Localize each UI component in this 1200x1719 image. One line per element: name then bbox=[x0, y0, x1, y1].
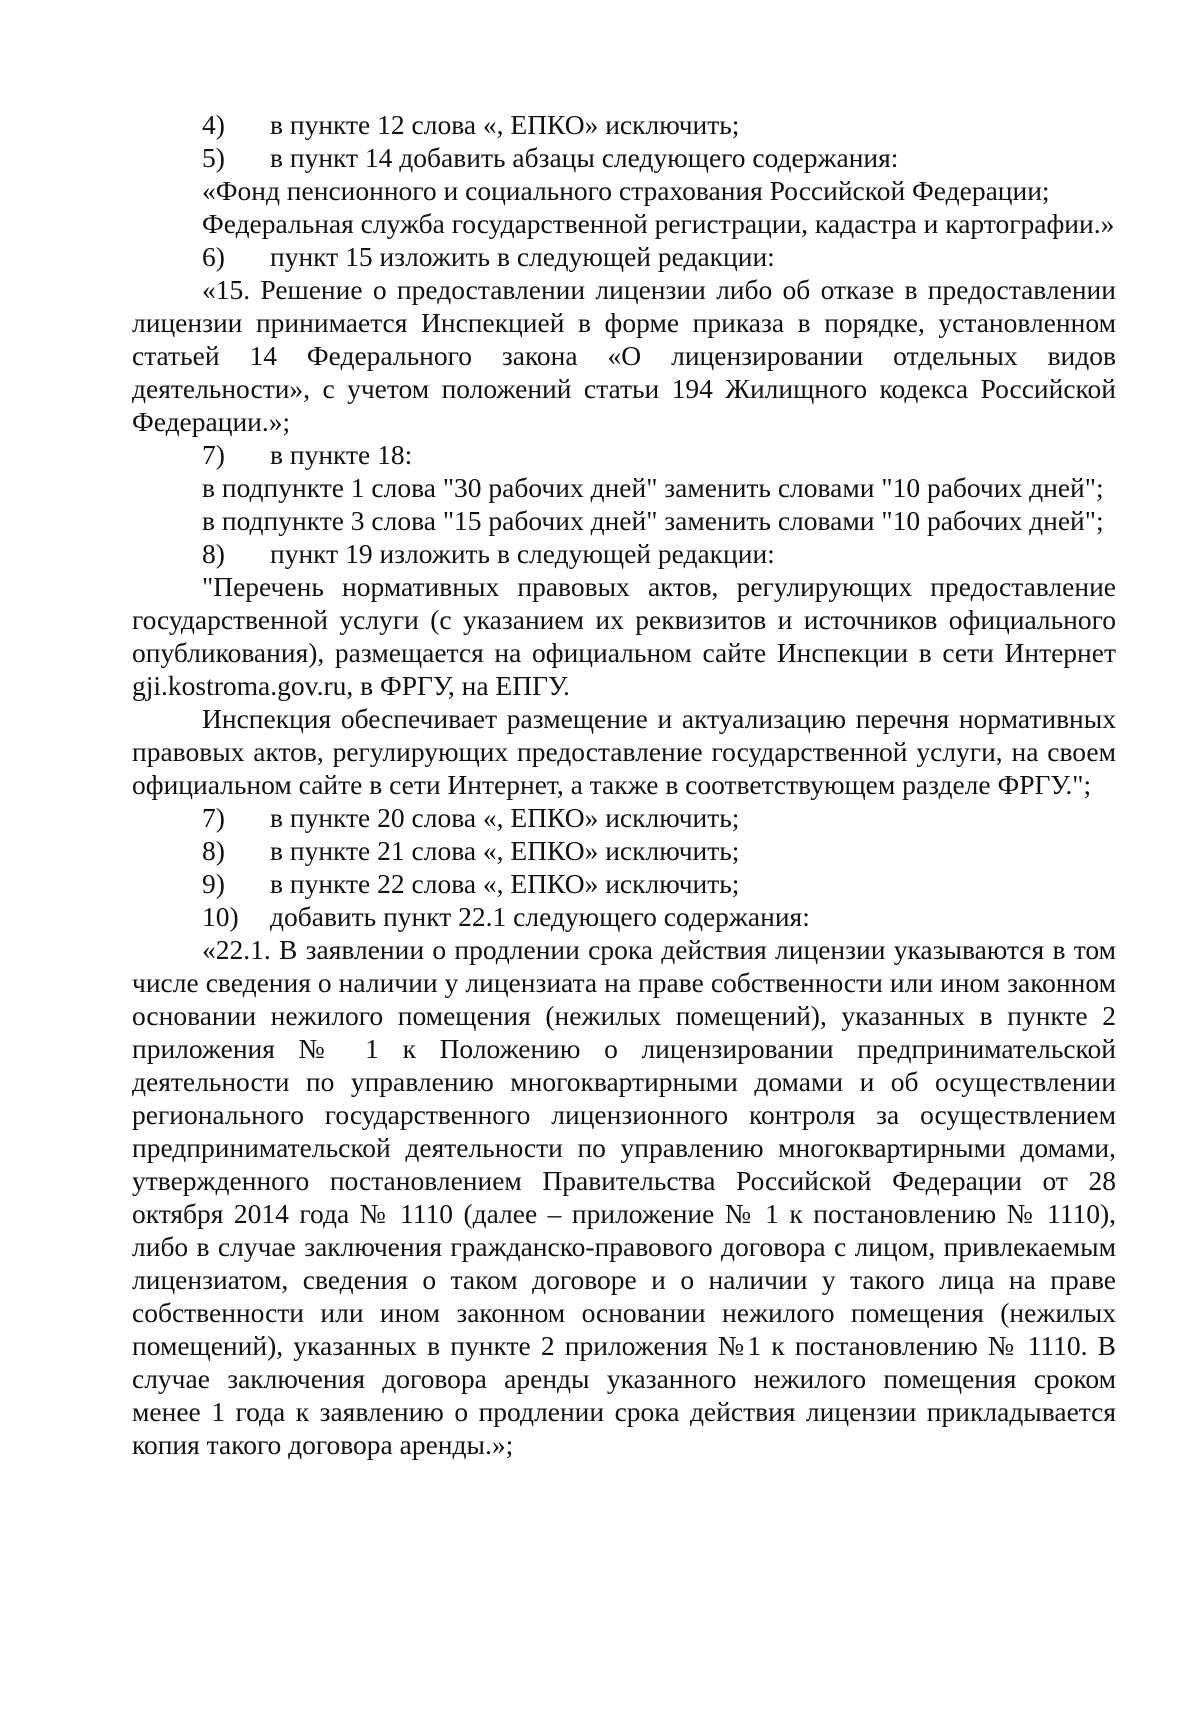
paragraph: «22.1. В заявлении о продлении срока действия лицензии указываются в том числе сведения о наличии у лицензиата на праве собственности или ином законном основании нежилого помещения (нежилых помещений), указанных в пункте 2 приложения № 1 к Положению о лицензировании предпринимательской деятельности по управлению многоквартирными домами и об осуществлении регионального государственного лицензионного контроля за осуществлением предпринимательской деятельности по управлению многоквартирными домами, утвержденного постановлением Правительства Российской Федерации от 28 октября 2014 года № 1110 (далее – приложение № 1 к постановлению № 1110), либо в случае заключения гражданско-правового договора с лицом, привлекаемым лицензиатом, сведения о таком договоре и о наличии у такого лица на праве собственности или ином законном основании нежилого помещения (нежилых помещений), указанных в пункте 2 приложения №1 к постановлению № 1110. В случае заключения договора аренды указанного нежилого помещения сроком менее 1 года к заявлению о продлении срока действия лицензии прикладывается копия такого договора аренды.»; bbox=[132, 934, 1116, 1460]
item-text: в пункте 18: bbox=[270, 439, 413, 470]
item-number: 8) bbox=[202, 835, 225, 866]
item-number: 9) bbox=[202, 868, 225, 899]
item-text: пункт 15 изложить в следующей редакции: bbox=[270, 241, 775, 272]
paragraph: в подпункте 3 слова "15 рабочих дней" заменить словами "10 рабочих дней"; bbox=[202, 505, 1104, 536]
list-item bbox=[132, 537, 1116, 570]
list-item bbox=[132, 801, 1116, 834]
item-number: 7) bbox=[202, 802, 225, 833]
paragraph: "Перечень нормативных правовых актов, регулирующих предоставление государственной услуги (с указанием их реквизитов и источников официального опубликования), размещается на официальном сайте Инспекции в сети Интернет gji.kostroma.gov.ru, в ФРГУ, на ЕПГУ. bbox=[132, 571, 1116, 701]
item-number: 10) bbox=[202, 901, 239, 932]
item-number: 4) bbox=[202, 109, 225, 140]
list-item bbox=[132, 108, 1116, 141]
list-item bbox=[132, 240, 1116, 273]
item-text: в пункте 21 слова «, ЕПКО» исключить; bbox=[270, 835, 740, 866]
item-text: в пункте 20 слова «, ЕПКО» исключить; bbox=[270, 802, 740, 833]
item-number: 5) bbox=[202, 142, 225, 173]
paragraph: «Фонд пенсионного и социального страхования Российской Федерации; bbox=[202, 175, 1050, 206]
item-text: в пункте 22 слова «, ЕПКО» исключить; bbox=[270, 868, 740, 899]
list-item bbox=[132, 834, 1116, 867]
item-text: в пункте 12 слова «, ЕПКО» исключить; bbox=[270, 109, 740, 140]
paragraph: Инспекция обеспечивает размещение и актуализацию перечня нормативных правовых актов, регулирующих предоставление государственной услуги, на своем официальном сайте в сети Интернет, а также в соответствующем разделе ФРГУ."; bbox=[132, 703, 1116, 800]
document-body bbox=[132, 108, 1116, 1461]
item-text: добавить пункт 22.1 следующего содержания: bbox=[270, 901, 810, 932]
paragraph: «15. Решение о предоставлении лицензии либо об отказе в предоставлении лицензии принимается Инспекцией в форме приказа в порядке, установленном статьей 14 Федерального закона «О лицензировании отдельных видов деятельности», с учетом положений статьи 194 Жилищного кодекса Российской Федерации.»; bbox=[132, 274, 1116, 437]
paragraph: Федеральная служба государственной регистрации, кадастра и картографии.» bbox=[202, 208, 1115, 239]
list-item bbox=[132, 141, 1116, 174]
item-text: в пункт 14 добавить абзацы следующего содержания: bbox=[270, 142, 899, 173]
item-text: пункт 19 изложить в следующей редакции: bbox=[270, 538, 775, 569]
list-item bbox=[132, 867, 1116, 900]
item-number: 7) bbox=[202, 439, 225, 470]
item-number: 8) bbox=[202, 538, 225, 569]
list-item bbox=[132, 438, 1116, 471]
list-item bbox=[132, 900, 1116, 933]
item-number: 6) bbox=[202, 241, 225, 272]
paragraph: в подпункте 1 слова "30 рабочих дней" заменить словами "10 рабочих дней"; bbox=[202, 472, 1104, 503]
